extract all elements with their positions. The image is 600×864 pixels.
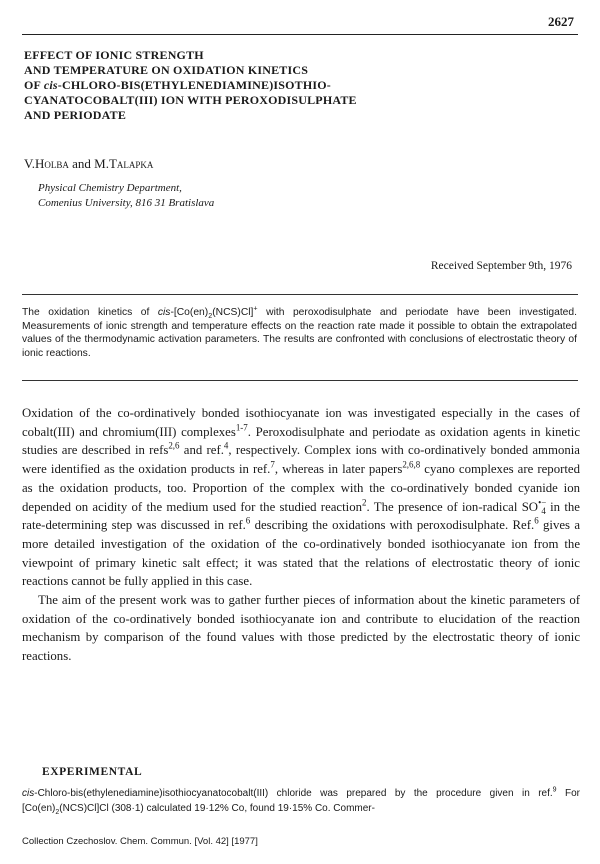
title-line-3-prefix: OF: [24, 78, 44, 92]
experimental-text-b: For [Co(en): [22, 788, 581, 814]
p1-text-f: cyano complexes are reported as the oxidation products, too. Proportion of the complex with the co-ordinatively bonded cyanide ion depended on acidity of the medium used for the studied reaction: [22, 462, 580, 514]
received-date: Received September 9th, 1976: [430, 260, 572, 272]
abstract-formula-2: (NCS)Cl]: [212, 307, 254, 318]
abstract-top-rule: [22, 294, 578, 295]
sulphate-subscript: 4: [541, 506, 546, 517]
p1-text-g: . The presence of ion-radical SO: [366, 499, 539, 514]
paragraph-1: [22, 404, 580, 591]
journal-footer: Collection Czechoslov. Chem. Commun. [Vol. 42] [1977]: [22, 836, 258, 847]
body-text: [22, 404, 580, 666]
title-line-3: [24, 78, 564, 93]
abstract-cis: cis: [157, 307, 171, 318]
author1-initial: V.: [24, 156, 35, 171]
author2-name: Talapka: [108, 156, 154, 171]
citation-ref: 4: [223, 441, 229, 452]
article-title: [24, 48, 564, 123]
radical-charge: •−: [538, 497, 547, 508]
p1-text-c: and ref.: [179, 443, 224, 458]
citation-ref: 1-7: [235, 422, 248, 433]
header-rule: [22, 34, 578, 35]
affiliation-line-2: Comenius University, 816 31 Bratislava: [38, 197, 215, 209]
abstract-text-rest: with peroxodisulphate and periodate have been investigated. Measurements of ionic strength and temperature effects on the reaction rate made it possible to obtain the extrapolated values of the thermodynamic activation parameters. The results are confronted with conclusions of electrostatic theory of ionic reactions.: [22, 307, 577, 359]
authors: [24, 156, 153, 172]
citation-ref: 9: [552, 786, 557, 794]
paragraph-2: The aim of the present work was to gather further pieces of information about the kinetic parameters of oxidation of the co-ordinatively bonded isothiocyanate ion and contribute to elucidation of the reaction mechanism by comparison of the found values with those predicted by the electrostatic theory of ionic reactions.: [22, 593, 580, 664]
experimental-text: [22, 786, 580, 816]
p1-text-e: , whereas in later papers: [274, 462, 403, 477]
title-line-4: CYANATOCOBALT(III) ION WITH PEROXODISULPHATE: [24, 93, 357, 107]
experimental-text-a: -Chloro-bis(ethylenediamine)isothiocyanatocobalt(III) chloride was prepared by the procedure given in ref.: [34, 788, 553, 799]
citation-ref: 2,6: [168, 441, 180, 452]
abstract-formula: -[Co(en): [170, 307, 209, 318]
abstract-bottom-rule: [22, 380, 578, 381]
abstract-formula-charge: +: [253, 303, 258, 313]
title-line-3-rest: -CHLORO-BIS(ETHYLENEDIAMINE)ISOTHIO-: [57, 78, 332, 92]
citation-ref: 6: [245, 515, 251, 526]
citation-ref: 2: [362, 497, 367, 508]
abstract-formula-sub: 2: [208, 311, 213, 321]
p1-text-h: in the rate-determining step was discussed in ref.: [22, 499, 580, 533]
affiliation-line-1: Physical Chemistry Department,: [38, 182, 182, 194]
title-line-1: EFFECT OF IONIC STRENGTH: [24, 48, 204, 62]
authors-conjunction: and: [68, 156, 95, 171]
affiliation: [38, 181, 214, 211]
p1-text-j: gives a more detailed investigation of the oxidation of the co-ordinatively bonded isothiocyanate ion from the viewpoint of primary kinetic salt effect; it was stated that the relations of electrostatic theory of ionic reactions cannot be fully applied in this case.: [22, 518, 580, 589]
experimental-cis: cis: [22, 788, 35, 799]
title-line-5: AND PERIODATE: [24, 108, 127, 122]
formula-subscript: 2: [55, 809, 60, 816]
citation-ref: 6: [534, 515, 539, 526]
page-number: 2627: [548, 14, 574, 29]
author1-name: Holba: [34, 156, 69, 171]
title-line-2: AND TEMPERATURE ON OXIDATION KINETICS: [24, 63, 309, 77]
p1-text-b: . Peroxodisulphate and periodate as oxidation agents in kinetic studies are described in refs: [22, 424, 581, 458]
citation-ref: 7: [270, 459, 275, 470]
experimental-text-c: (NCS)Cl]Cl (308·1) calculated 19·12% Co, found 19·15% Co. Commer-: [59, 803, 375, 814]
p1-text-a: Oxidation of the co-ordinatively bonded isothiocyanate ion was investigated especially in the cases of cobalt(III) and chromium(III) complexes: [22, 406, 580, 439]
p1-text-d: , respectively. Complex ions with co-ordinatively bonded ammonia were identified as the oxidation products in ref.: [22, 443, 580, 477]
abstract: [22, 303, 577, 360]
section-heading-experimental: EXPERIMENTAL: [42, 766, 143, 778]
title-cis-prefix: cis: [43, 78, 58, 92]
p1-text-i: describing the oxidations with peroxodisulphate. Ref.: [250, 518, 535, 533]
citation-ref: 2,6,8: [402, 459, 421, 470]
author2-initial: M.: [94, 156, 109, 171]
abstract-text-start: The oxidation kinetics of: [22, 307, 158, 318]
